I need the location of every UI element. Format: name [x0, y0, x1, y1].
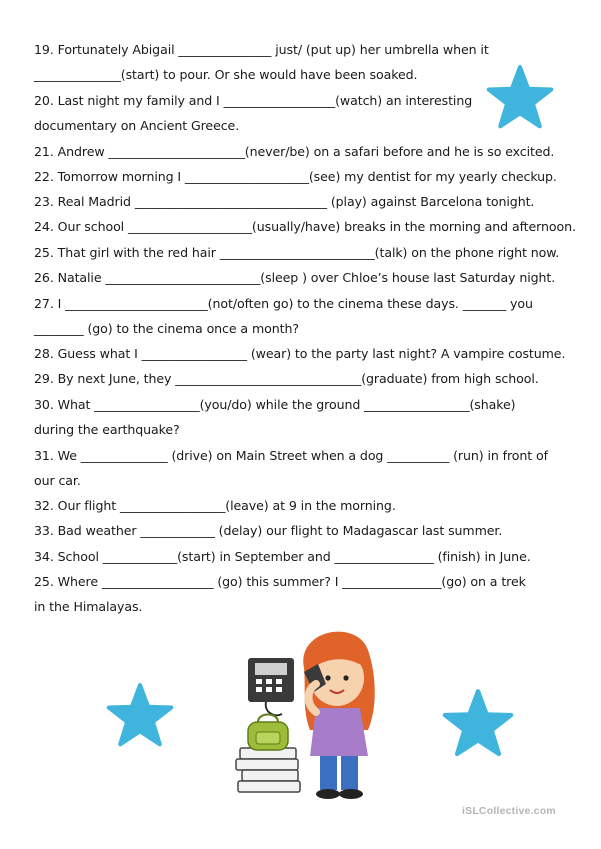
exercise-line: 26. Natalie _________________________(sleep ) over Chloe’s house last Saturday night. — [34, 270, 556, 285]
exercise-line: 21. Andrew ______________________(never/be) on a safari before and he is so excited. — [34, 144, 555, 159]
exercise-line: 23. Real Madrid _______________________________ (play) against Barcelona tonight. — [34, 194, 535, 209]
exercise-line: 19. Fortunately Abigail _______________ just/ (put up) her umbrella when it — [34, 42, 489, 57]
exercise-line: 25. That girl with the red hair _________________________(talk) on the phone right now. — [34, 245, 560, 260]
exercise-line: in the Himalayas. — [34, 599, 143, 614]
exercise-line: 33. Bad weather ____________ (delay) our flight to Madagascar last summer. — [34, 523, 503, 538]
exercise-line: 22. Tomorrow morning I ____________________(see) my dentist for my yearly checkup. — [34, 169, 557, 184]
exercise-line: ______________(start) to pour. Or she would have been soaked. — [34, 67, 418, 82]
star-icon — [442, 688, 514, 758]
watermark: iSLCollective.com — [462, 805, 556, 817]
exercise-line: ________ (go) to the cinema once a month? — [34, 321, 299, 336]
exercise-line: documentary on Ancient Greece. — [34, 118, 240, 133]
exercise-line: 27. I _______________________(not/often go) to the cinema these days. _______ you — [34, 296, 533, 311]
exercise-line: 34. School ____________(start) in September and ________________ (finish) in June. — [34, 549, 531, 564]
exercise-line: 24. Our school ____________________(usually/have) breaks in the morning and afternoon. — [34, 219, 576, 234]
girl-on-phone-illustration — [226, 620, 396, 802]
exercise-line: 30. What _________________(you/do) while the ground _________________(shake) — [34, 397, 516, 412]
exercise-line: during the earthquake? — [34, 422, 180, 437]
exercise-line: our car. — [34, 473, 81, 488]
star-icon — [486, 64, 554, 130]
exercise-line: 31. We ______________ (drive) on Main Street when a dog __________ (run) in front of — [34, 448, 548, 463]
exercise-line: 20. Last night my family and I __________________(watch) an interesting — [34, 93, 473, 108]
exercise-line: 29. By next June, they ______________________________(graduate) from high school. — [34, 371, 539, 386]
exercise-line: 32. Our flight _________________(leave) at 9 in the morning. — [34, 498, 396, 513]
star-icon — [106, 682, 174, 748]
exercise-line: 28. Guess what I _________________ (wear) to the party last night? A vampire costume. — [34, 346, 566, 361]
exercise-line: 25. Where __________________ (go) this summer? I ________________(go) on a trek — [34, 574, 526, 589]
